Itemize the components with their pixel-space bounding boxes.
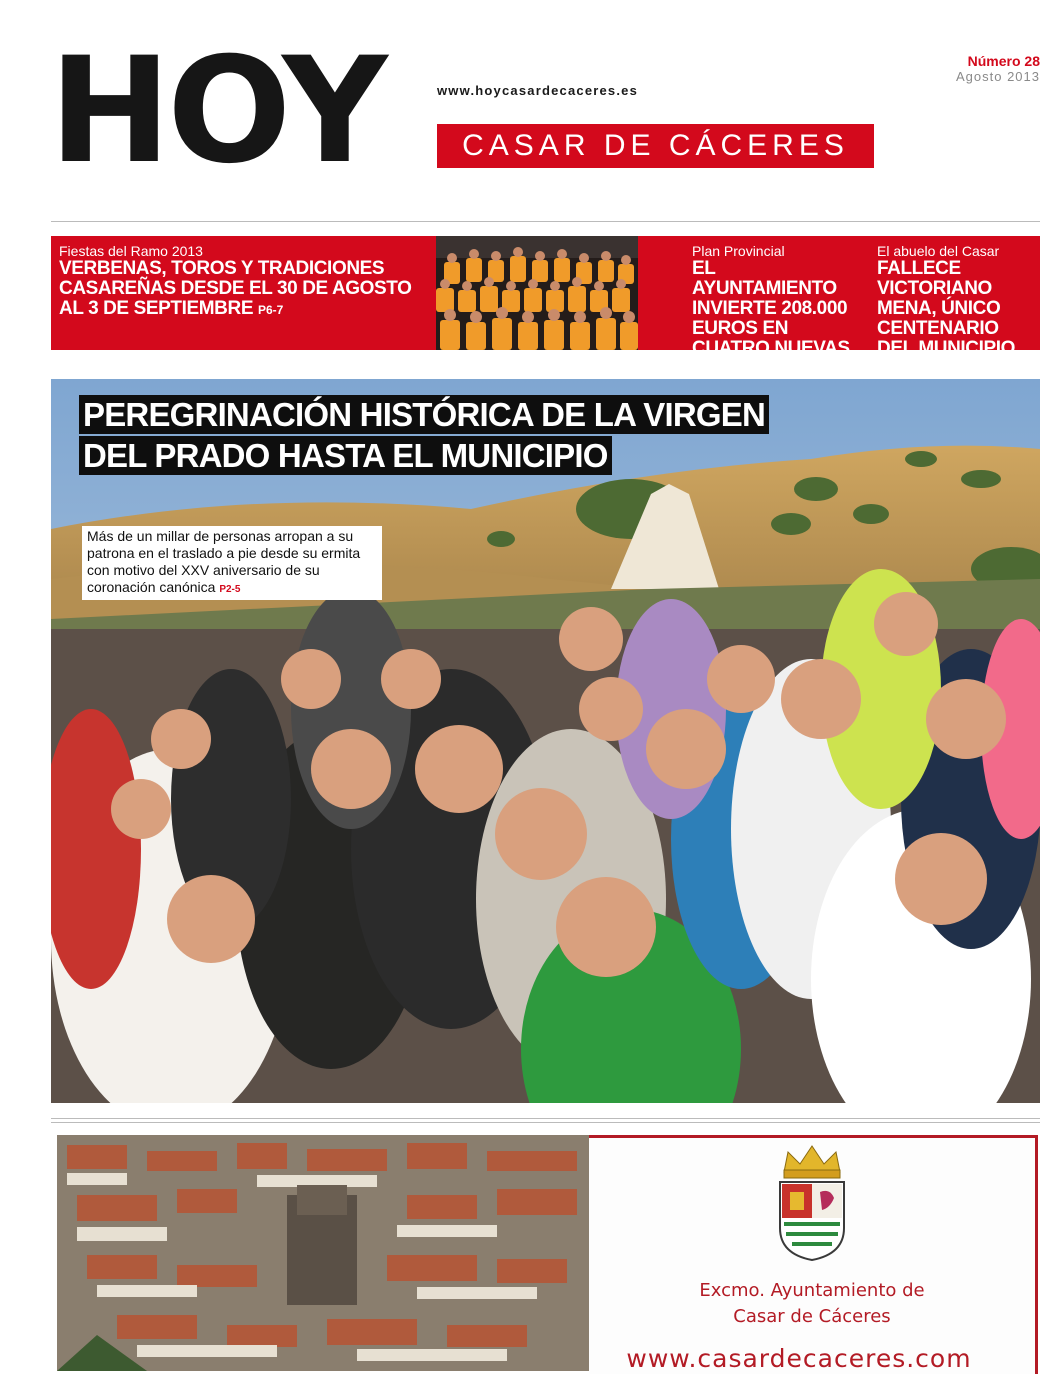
divider [51, 1118, 1040, 1119]
ad-line-1: Excmo. Ayuntamiento de [699, 1280, 925, 1301]
teaser-page: P13 [877, 363, 899, 377]
advertisement[interactable] [51, 1131, 1040, 1374]
site-url[interactable]: www.hoycasardecaceres.es [437, 83, 639, 98]
caption-page: P2-5 [219, 584, 241, 595]
teaser-headline: VERBENAS, TOROS Y TRADICIONES CASAREÑAS DESDE EL 30 DE AGOSTO AL 3 DE SEPTIEMBRE P6-7 [59, 258, 412, 319]
teaser-abuelo[interactable] [877, 243, 1039, 380]
caption-text: Más de un millar de personas arropan a su patrona en el traslado a pie desde su ermita con motivo del XXV aniversario de su coronación canónica [87, 528, 361, 595]
teaser-page: P6-7 [258, 303, 284, 317]
headline-line-2: DEL PRADO HASTA EL MUNICIPIO [79, 436, 612, 475]
group-photo-graphic [436, 236, 638, 350]
ad-content [589, 1135, 1038, 1374]
teaser-plan-provincial[interactable] [692, 243, 862, 380]
group-photo [436, 236, 638, 350]
pilgrimage-photo [51, 379, 1040, 1103]
divider [51, 1122, 1040, 1123]
ad-line-2: Casar de Cáceres [733, 1306, 891, 1327]
ad-url[interactable]: www.casardecaceres.com [626, 1344, 972, 1373]
edition-name: CASAR DE CÁCERES [437, 124, 874, 168]
teaser-kicker: Fiestas del Ramo 2013 [59, 243, 203, 259]
coat-of-arms-icon [772, 1142, 852, 1262]
divider [51, 221, 1040, 222]
teaser-kicker: Plan Provincial [692, 243, 785, 259]
teaser-page: P14 [763, 363, 785, 377]
main-story[interactable] [51, 379, 1040, 1103]
aerial-town-photo [57, 1135, 589, 1371]
teaser-fiestas[interactable] [59, 243, 429, 320]
main-headline [79, 395, 769, 477]
teaser-headline: FALLECE VICTORIANO MENA, ÚNICO CENTENARIO DEL MUNICIPIO P13 [877, 258, 1016, 377]
teaser-strip [51, 236, 1040, 379]
headline-line-1: PEREGRINACIÓN HISTÓRICA DE LA VIRGEN [79, 395, 769, 434]
photo-caption [82, 526, 382, 600]
teaser-headline: EL AYUNTAMIENTO INVIERTE 208.000 EUROS EN CUATRO NUEVAS OBRAS P14 [692, 258, 850, 379]
teaser-kicker: El abuelo del Casar [877, 243, 1000, 259]
issue-number: Número 28 [967, 53, 1040, 69]
aerial-town-graphic [57, 1135, 589, 1371]
issue-date: Agosto 2013 [955, 69, 1040, 84]
masthead-logo: HOY [49, 26, 384, 196]
